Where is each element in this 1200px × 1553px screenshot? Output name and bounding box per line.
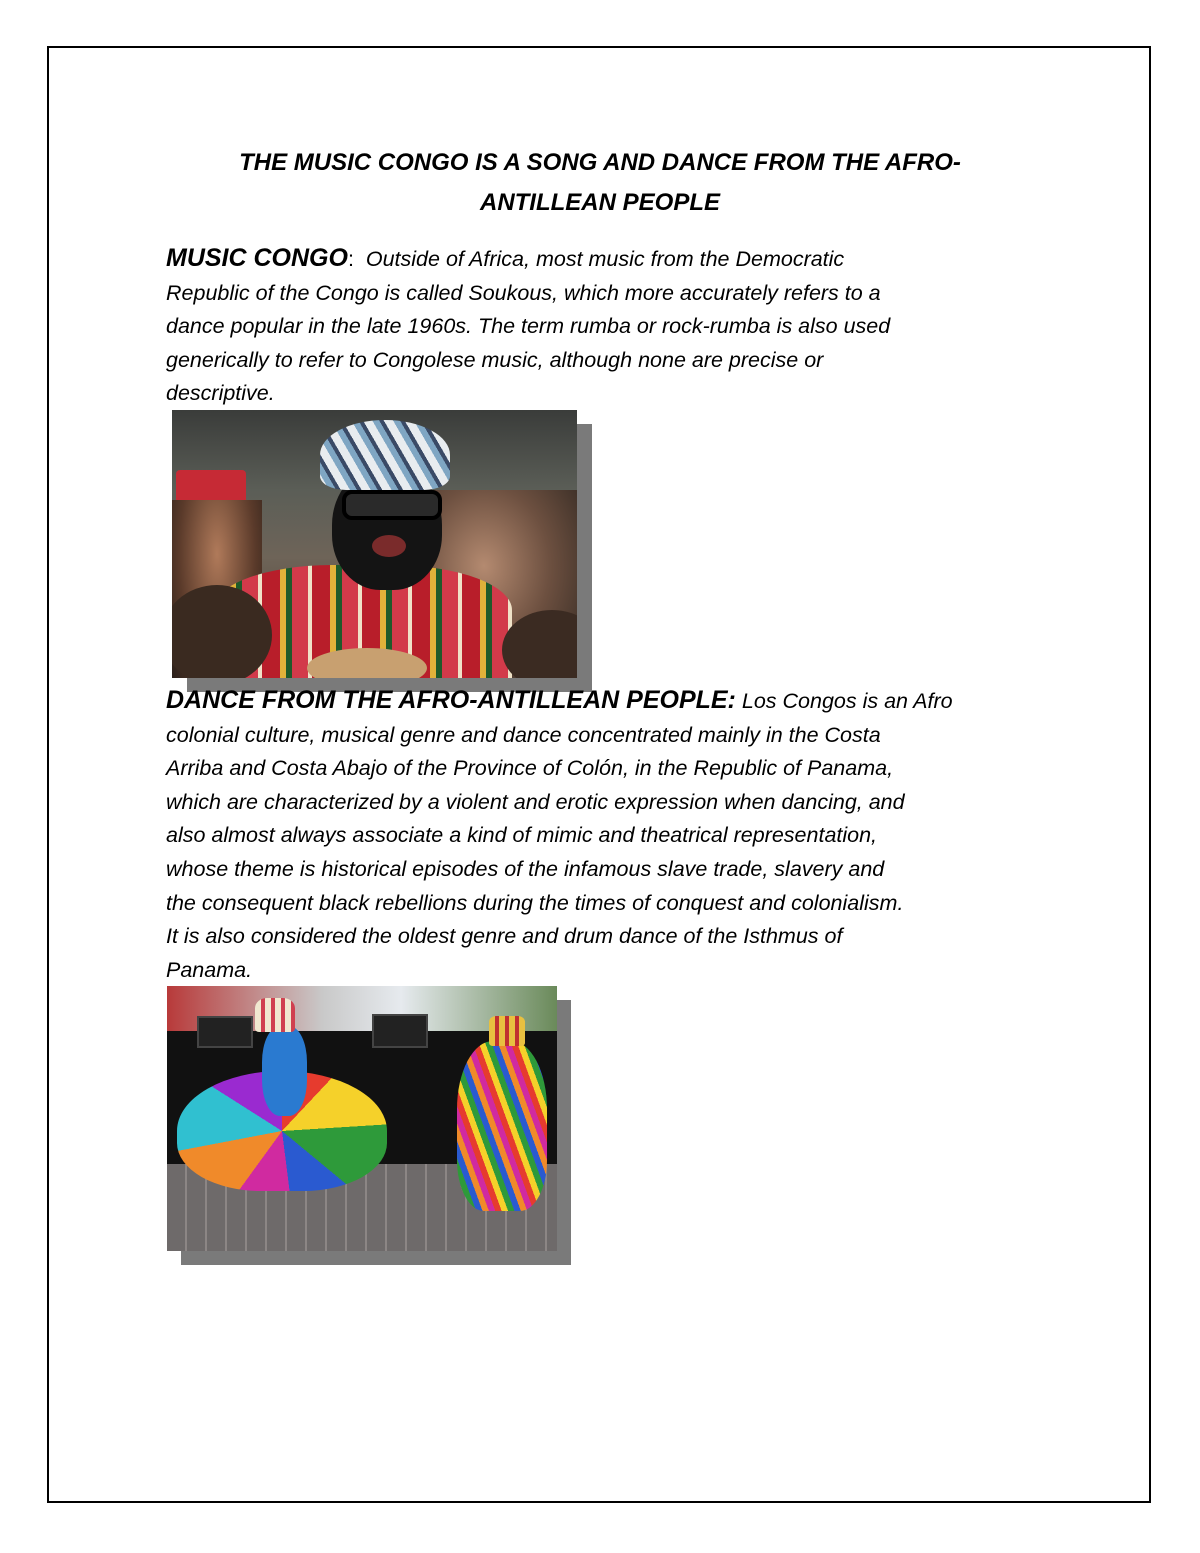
title-line-2: ANTILLEAN PEOPLE	[479, 189, 720, 216]
section1-line-4: generically to refer to Congolese music, although none are precise or	[166, 347, 824, 372]
section2-line-4: which are characterized by a violent and erotic expression when dancing, and	[166, 789, 905, 814]
section2-line-2: colonial culture, musical genre and dance concentrated mainly in the Costa	[166, 722, 881, 747]
section1-heading: MUSIC CONGO	[166, 244, 348, 272]
section2-line-6: whose theme is historical episodes of the infamous slave trade, slavery and	[166, 856, 885, 881]
section2-heading: DANCE FROM THE AFRO-ANTILLEAN PEOPLE:	[166, 686, 736, 714]
section1-line-5: descriptive.	[166, 381, 275, 406]
section2-text-1: Los Congos is an Afro	[735, 689, 953, 713]
section2-line-3: Arriba and Costa Abajo of the Province of Colón, in the Republic of Panama,	[166, 756, 894, 781]
section2-line-1	[166, 684, 1046, 719]
section-dance-afro-antillean	[166, 684, 1046, 987]
section2-line-5: also almost always associate a kind of mimic and theatrical representation,	[166, 823, 878, 848]
section-music-congo	[166, 242, 1046, 411]
section1-line-3: dance popular in the late 1960s. The term rumba or rock-rumba is also used	[166, 314, 891, 339]
section2-line-7: the consequent black rebellions during the times of conquest and colonialism.	[166, 890, 904, 915]
section1-text-1: Outside of Africa, most music from the Democratic	[365, 247, 845, 271]
section1-line-2: Republic of the Congo is called Soukous, which more accurately refers to a	[166, 280, 881, 305]
section1-line-1	[166, 242, 1046, 277]
section1-heading-colon: :	[347, 247, 366, 271]
photo-congo-performer	[172, 410, 577, 678]
section2-line-9: Panama.	[166, 957, 253, 982]
title-line-1: THE MUSIC CONGO IS A SONG AND DANCE FROM THE AFRO-	[239, 149, 961, 176]
photo-congo-dancers	[167, 986, 557, 1251]
section2-line-8: It is also considered the oldest genre and drum dance of the Isthmus of	[166, 924, 843, 949]
page-title	[160, 143, 1040, 223]
